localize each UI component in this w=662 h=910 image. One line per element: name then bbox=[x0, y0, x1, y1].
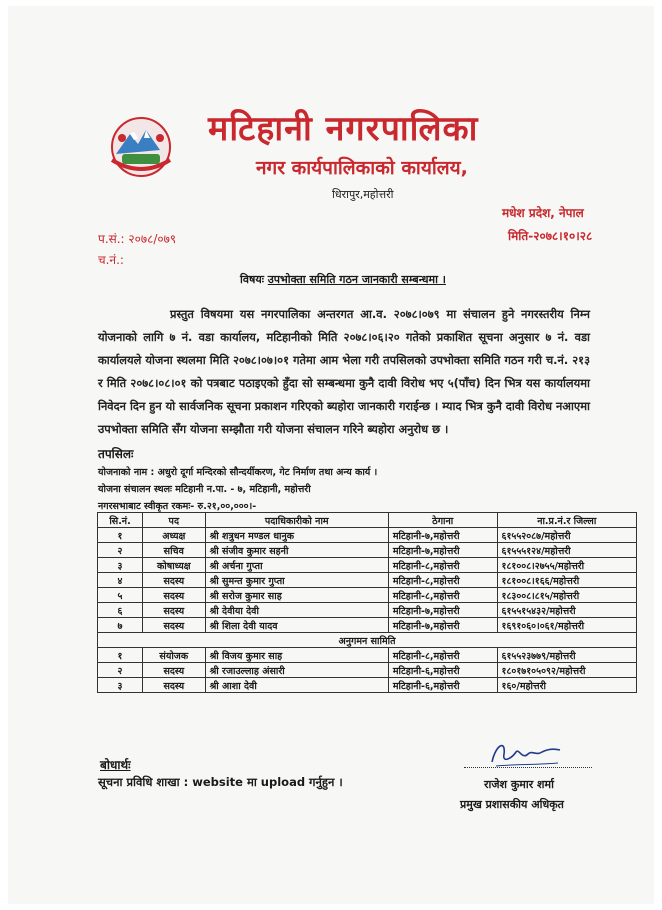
subcommittee-row bbox=[98, 678, 637, 693]
post-cell: अध्यक्ष bbox=[143, 528, 206, 543]
citizenship-cell: १८१००८।२७५५/महोत्तरी bbox=[497, 558, 636, 573]
table-row bbox=[98, 573, 637, 588]
post-cell: संयोजक bbox=[143, 648, 206, 663]
post-cell: सदस्य bbox=[143, 588, 206, 603]
document-page bbox=[8, 6, 654, 904]
citizenship-cell: १८३००८।८१५/महोत्तरी bbox=[497, 588, 636, 603]
table-row bbox=[98, 588, 637, 603]
municipality-title: मटिहानी नगरपालिका bbox=[208, 109, 479, 149]
table-row bbox=[98, 603, 637, 618]
office-subtitle: नगर कार्यपालिकाको कार्यालय, bbox=[256, 157, 468, 179]
citizenship-cell: १८१००८।१६६/महोत्तरी bbox=[497, 573, 636, 588]
letter-date: मिति-२०७८।१०।२८ bbox=[508, 229, 593, 243]
serial-cell: ५ bbox=[98, 588, 143, 603]
table-header-row bbox=[98, 513, 637, 528]
name-cell: श्री रजाउल्लाह अंसारी bbox=[205, 663, 388, 678]
name-cell: श्री शिला देवी यादव bbox=[205, 618, 388, 633]
address-cell: मटिहानी-८,महोत्तरी bbox=[388, 588, 497, 603]
notice-heading: बोधार्थः bbox=[100, 758, 131, 772]
column-header: ठेगाना bbox=[388, 513, 497, 528]
address-cell: मटिहानी-७,महोत्तरी bbox=[388, 528, 497, 543]
office-address: धिरापुर,महोत्तरी bbox=[332, 188, 394, 201]
serial-cell: १ bbox=[98, 528, 143, 543]
name-cell: श्री शत्रुधन मण्डल धानुक bbox=[205, 528, 388, 543]
name-cell: श्री सुमन्त कुमार गुप्ता bbox=[205, 573, 388, 588]
table-row bbox=[98, 528, 637, 543]
reference-number: प.सं.: २०७८/०७९ bbox=[98, 232, 177, 246]
citizenship-cell: ६१५५२०८७/महोत्तरी bbox=[497, 528, 636, 543]
serial-cell: २ bbox=[98, 663, 143, 678]
citizenship-cell: १६९१०६०।०६१/महोत्तरी bbox=[497, 618, 636, 633]
approved-amount: नगरसभाबाट स्वीकृत रकमः- रु.२१,००,०००।- bbox=[98, 501, 257, 512]
signer-post: प्रमुख प्रशासकीय अधिकृत bbox=[460, 798, 564, 811]
serial-cell: ३ bbox=[98, 678, 143, 693]
subject-label: विषयः bbox=[240, 273, 264, 286]
column-header: पद bbox=[143, 513, 206, 528]
serial-cell: ७ bbox=[98, 618, 143, 633]
table-row bbox=[98, 618, 637, 633]
address-cell: मटिहानी-७,महोत्तरी bbox=[388, 603, 497, 618]
nepal-emblem-icon bbox=[100, 116, 182, 178]
column-header: पदाधिकारीको नाम bbox=[205, 513, 388, 528]
citizenship-cell: ६१५५५१२४/महोत्तरी bbox=[497, 543, 636, 558]
project-location: योजना संचालन स्थलः मटिहानी न.पा. - ७, मटिहानी, महोत्तरी bbox=[98, 484, 311, 495]
serial-cell: १ bbox=[98, 648, 143, 663]
post-cell: सचिव bbox=[143, 543, 206, 558]
project-name: योजनाको नाम : अधुरो दूर्गा मन्दिरको सौन्दर्यीकरण, गेट निर्माण तथा अन्य कार्य । bbox=[98, 467, 378, 478]
address-cell: मटिहानी-७,महोत्तरी bbox=[388, 618, 497, 633]
address-cell: मटिहानी-७,महोत्तरी bbox=[388, 543, 497, 558]
handwritten-signature bbox=[486, 736, 566, 770]
dispatch-number: च.नं.: bbox=[98, 253, 124, 267]
post-cell: सदस्य bbox=[143, 618, 206, 633]
serial-cell: ६ bbox=[98, 603, 143, 618]
address-cell: मटिहानी-६,महोत्तरी bbox=[388, 678, 497, 693]
citizenship-cell: १६०/महोत्तरी bbox=[497, 678, 636, 693]
province-label: मधेश प्रदेश, नेपाल bbox=[502, 206, 584, 220]
notice-text: सूचना प्रविधि शाखा : website मा upload गर्नुहुन । bbox=[98, 775, 343, 789]
name-cell: श्री आशा देवी bbox=[205, 678, 388, 693]
serial-cell: ३ bbox=[98, 558, 143, 573]
name-cell: श्री अर्चना गुप्ता bbox=[205, 558, 388, 573]
subject-text: उपभोक्ता समिति गठन जानकारी सम्बन्धमा । bbox=[267, 273, 446, 286]
details-heading: तपसिलः bbox=[98, 447, 134, 461]
name-cell: श्री देवीया देवी bbox=[205, 603, 388, 618]
post-cell: कोषाध्यक्ष bbox=[143, 558, 206, 573]
name-cell: श्री सरोज कुमार साह bbox=[205, 588, 388, 603]
subject-line bbox=[240, 272, 446, 287]
citizenship-cell: १८०१७१०५०९२/महोत्तरी bbox=[497, 663, 636, 678]
address-cell: मटिहानी-८,महोत्तरी bbox=[388, 648, 497, 663]
signer-name: राजेश कुमार शर्मा bbox=[484, 778, 554, 791]
committee-table bbox=[97, 512, 637, 693]
citizenship-cell: ६१५५२३७७९/महोत्तरी bbox=[497, 648, 636, 663]
address-cell: मटिहानी-८,महोत्तरी bbox=[388, 558, 497, 573]
table-row bbox=[98, 558, 637, 573]
citizenship-cell: ६१५५१५४३२/महोत्तरी bbox=[497, 603, 636, 618]
column-header: ना.प्र.नं.र जिल्ला bbox=[497, 513, 636, 528]
table-row bbox=[98, 543, 637, 558]
address-cell: मटिहानी-८,महोत्तरी bbox=[388, 573, 497, 588]
name-cell: श्री विजय कुमार साह bbox=[205, 648, 388, 663]
subcommittee-row bbox=[98, 663, 637, 678]
subcommittee-row bbox=[98, 648, 637, 663]
address-cell: मटिहानी-६,महोत्तरी bbox=[388, 663, 497, 678]
post-cell: सदस्य bbox=[143, 663, 206, 678]
serial-cell: २ bbox=[98, 543, 143, 558]
post-cell: सदस्य bbox=[143, 603, 206, 618]
serial-cell: ४ bbox=[98, 573, 143, 588]
post-cell: सदस्य bbox=[143, 678, 206, 693]
name-cell: श्री संजीव कुमार सहनी bbox=[205, 543, 388, 558]
letter-body: प्रस्तुत विषयमा यस नगरपालिका अन्तरगत आ.व. २०७८।०७९ मा संचालन हुने नगरस्तरीय निम्न योजनाको लागि ७ नं. वडा कार्यालय, मटिहानीको मिति २०७८।०६।२० गतेको प्रकाशित सूचना अनुसार ७ नं. वडा कार्यालयले योजना स्थलमा मिति २०७८।०७।०१ गतेमा आम भेला गरी तपसिलको उपभोक्ता समिति गठन गरी च.नं. २१३ र मिति २०७८।०८।०१ को पत्रबाट पठाइएको हुँदा सो सम्बन्धमा कुनै दावी विरोध भए ५(पाँच) दिन भित्र यस कार्यालयमा निवेदन दिन हुन यो सार्वजनिक सूचना प्रकाशन गरिएको ब्यहोरा जानकारी गराईन्छ । म्याद भित्र कुनै दावी विरोध नआएमा उपभोक्ता समिति सँग योजना सम्झौता गरी योजना संचालन गरिने ब्यहोरा अनुरोध छ । bbox=[98, 307, 590, 436]
post-cell: सदस्य bbox=[143, 573, 206, 588]
subcommittee-heading-row bbox=[98, 633, 637, 648]
column-header: सि.नं. bbox=[98, 513, 143, 528]
subcommittee-label: अनुगमन सामिति bbox=[98, 633, 637, 648]
signature-line bbox=[464, 767, 592, 768]
